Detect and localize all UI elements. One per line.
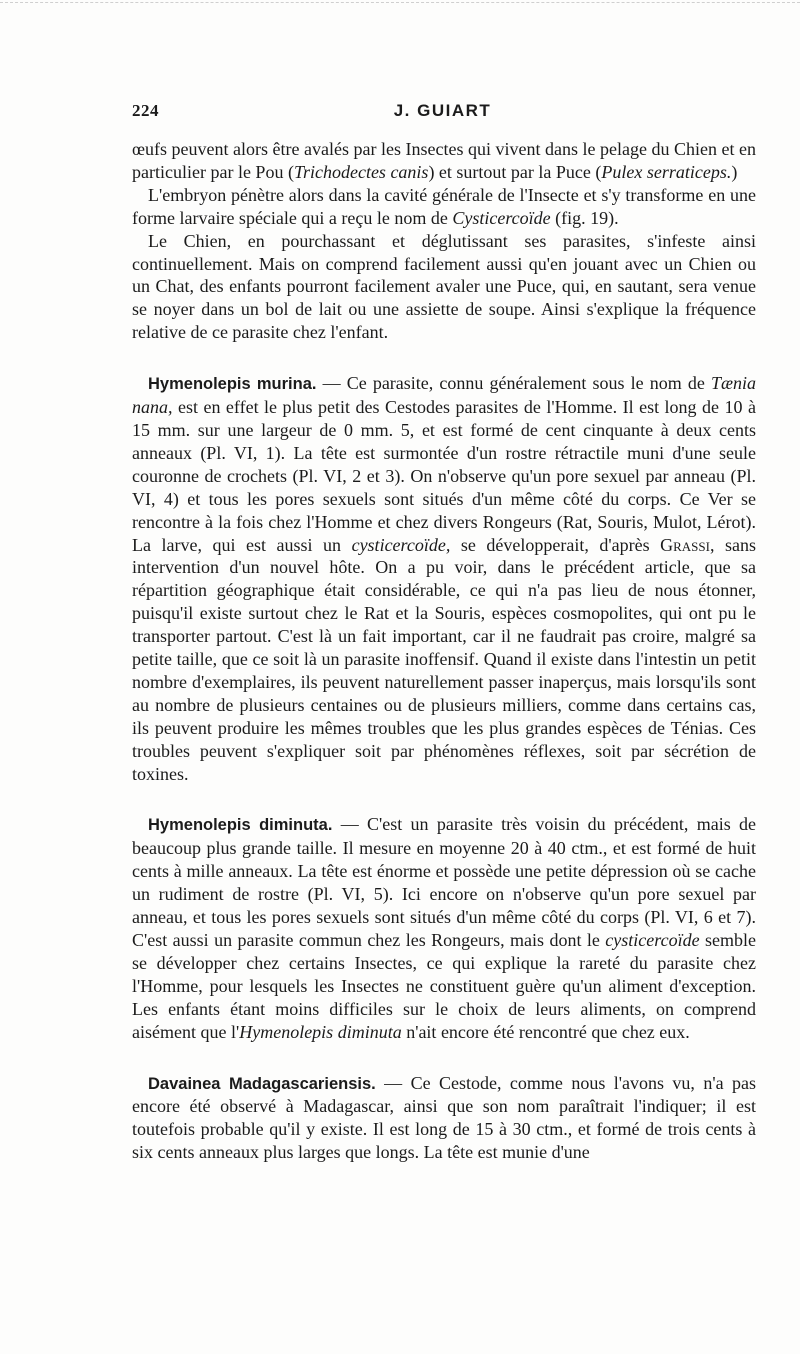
scan-edge-rule bbox=[0, 2, 800, 3]
italic-term: Hymenolepis diminuta bbox=[239, 1021, 402, 1042]
body-text bbox=[132, 138, 756, 1164]
section-heading: Hymenolepis murina. bbox=[148, 375, 317, 394]
text-run: (fig. 19). bbox=[550, 207, 619, 228]
page-number: 224 bbox=[132, 101, 159, 120]
text-run: — Ce Cestode, comme nous l'avons vu, n'a pas encore été observé à Madagascar, ainsi que son nom paraîtrait l'indiquer; il est toutefois probable qu'il y existe. Il est long de 15 à 30 ctm., et formé de trois cents à six cents anneaux plus larges que longs. La tête est munie d'une bbox=[132, 1072, 756, 1163]
text-run: — Ce parasite, connu généralement sous le nom de bbox=[316, 373, 711, 394]
section-paragraph bbox=[132, 372, 756, 785]
text-run: Le Chien, en pourchassant et déglutissant ses parasites, s'infeste ainsi continuellement. Mais on comprend facilement aussi qu'en jouant avec un Chien ou un Chat, des enfants pourront facilement avaler une Puce, qui, en sautant, sera venue se noyer dans un bol de lait ou une assiette de soupe. Ainsi s'explique la fréquence relative de ce parasite chez l'enfant. bbox=[132, 230, 756, 343]
text-run: est en effet le plus petit des Cestodes parasites de l'Homme. Il est long de 10 à 15 mm. sur une largeur de 0 mm. 5, et est formé de cent cinquante à deux cents anneaux (Pl. VI, 1). La tête est surmontée d'un rostre rétractile muni d'une seule couronne de crochets (Pl. VI, 2 et 3). On n'observe qu'un pore sexuel par anneau (Pl. VI, 4) et tous les pores sexuels sont situés d'un même côté du corps. Ce Ver se rencontre à la fois chez l'Homme et chez divers Rongeurs (Rat, Souris, Mulot, Lérot). La larve, qui est aussi un bbox=[132, 397, 756, 555]
italic-term: cysticercoïde, bbox=[351, 534, 451, 555]
running-head-author: J. GUIART bbox=[393, 101, 492, 120]
text-run: n'ait encore été rencontré que chez eux. bbox=[401, 1021, 690, 1042]
text-run: L'embryon pénètre alors dans la cavité générale de l'Insecte et s'y transforme en une forme larvaire spéciale qui a reçu le nom de bbox=[132, 184, 756, 228]
section-paragraph bbox=[132, 813, 756, 1043]
italic-term: cysticercoïde bbox=[605, 930, 700, 950]
italic-term: Pulex serraticeps. bbox=[601, 161, 732, 182]
text-run: œufs peuvent alors être avalés par les Insectes qui vivent dans le pelage du Chien et en particulier par le Pou ( bbox=[132, 139, 756, 182]
italic-term: Trichodectes canis bbox=[293, 161, 429, 182]
text-run: , sans intervention d'un nouvel hôte. On a pu voir, dans le précédent article, que sa répartition géographique était considérable, ce qui n'a pas lieu de nous étonner, puisqu'il existe surtout chez le Rat et la Souris, espèces cosmopolites, qui ont pu le transporter partout. C'est là un fait important, car il ne faudrait pas croire, malgré sa petite taille, que ce soit là un parasite inoffensif. Quand il existe dans l'intestin un petit nombre d'exemplaires, ils peuvent naturellement passer inaperçus, mais lorsqu'ils sont au nombre de plusieurs centaines ou de plusieurs milliers, comme dans certains cas, ils peuvent produire les mêmes troubles que les plus grandes espèces de Ténias. Ces troubles peuvent s'expliquer soit par phénomènes réflexes, soit par sécrétion de toxines. bbox=[132, 534, 756, 784]
text-run: ) bbox=[731, 161, 738, 182]
section-paragraph bbox=[132, 1072, 756, 1165]
text-run: ) et surtout par la Puce ( bbox=[428, 161, 602, 182]
paragraph bbox=[132, 138, 756, 184]
paragraph bbox=[132, 184, 756, 230]
italic-term: Tænia nana, bbox=[132, 373, 756, 418]
italic-term: Cysticercoïde bbox=[452, 207, 551, 228]
section-heading: Hymenolepis diminuta. bbox=[148, 816, 333, 835]
author-name: Grassi bbox=[660, 534, 710, 555]
paragraph bbox=[132, 230, 756, 345]
text-run: — C'est un parasite très voisin du précédent, mais de beaucoup plus grande taille. Il mesure en moyenne 20 à 40 ctm., et est formé de huit cents à mille anneaux. La tête est énorme et possède une petite dépression où se cache un rudiment de rostre (Pl. VI, 5). Ici encore on n'observe qu'un pore sexuel par anneau, et tous les pores sexuels sont situés d'un même côté du corps (Pl. VI, 6 et 7). C'est aussi un parasite commun chez les Rongeurs, mais dont le bbox=[132, 814, 756, 950]
text-run: semble se développer chez certains Insectes, ce qui explique la rareté du parasite chez l'Homme, pour lesquels les Insectes ne constituent guère qu'un aliment d'exception. Les enfants étant moins difficiles sur le choix de leurs aliments, on comprend aisément que l' bbox=[132, 930, 756, 1042]
section-heading: Davainea Madagascariensis. bbox=[148, 1074, 376, 1093]
text-run: se développerait, d'après bbox=[450, 534, 661, 555]
page-header bbox=[130, 101, 755, 125]
